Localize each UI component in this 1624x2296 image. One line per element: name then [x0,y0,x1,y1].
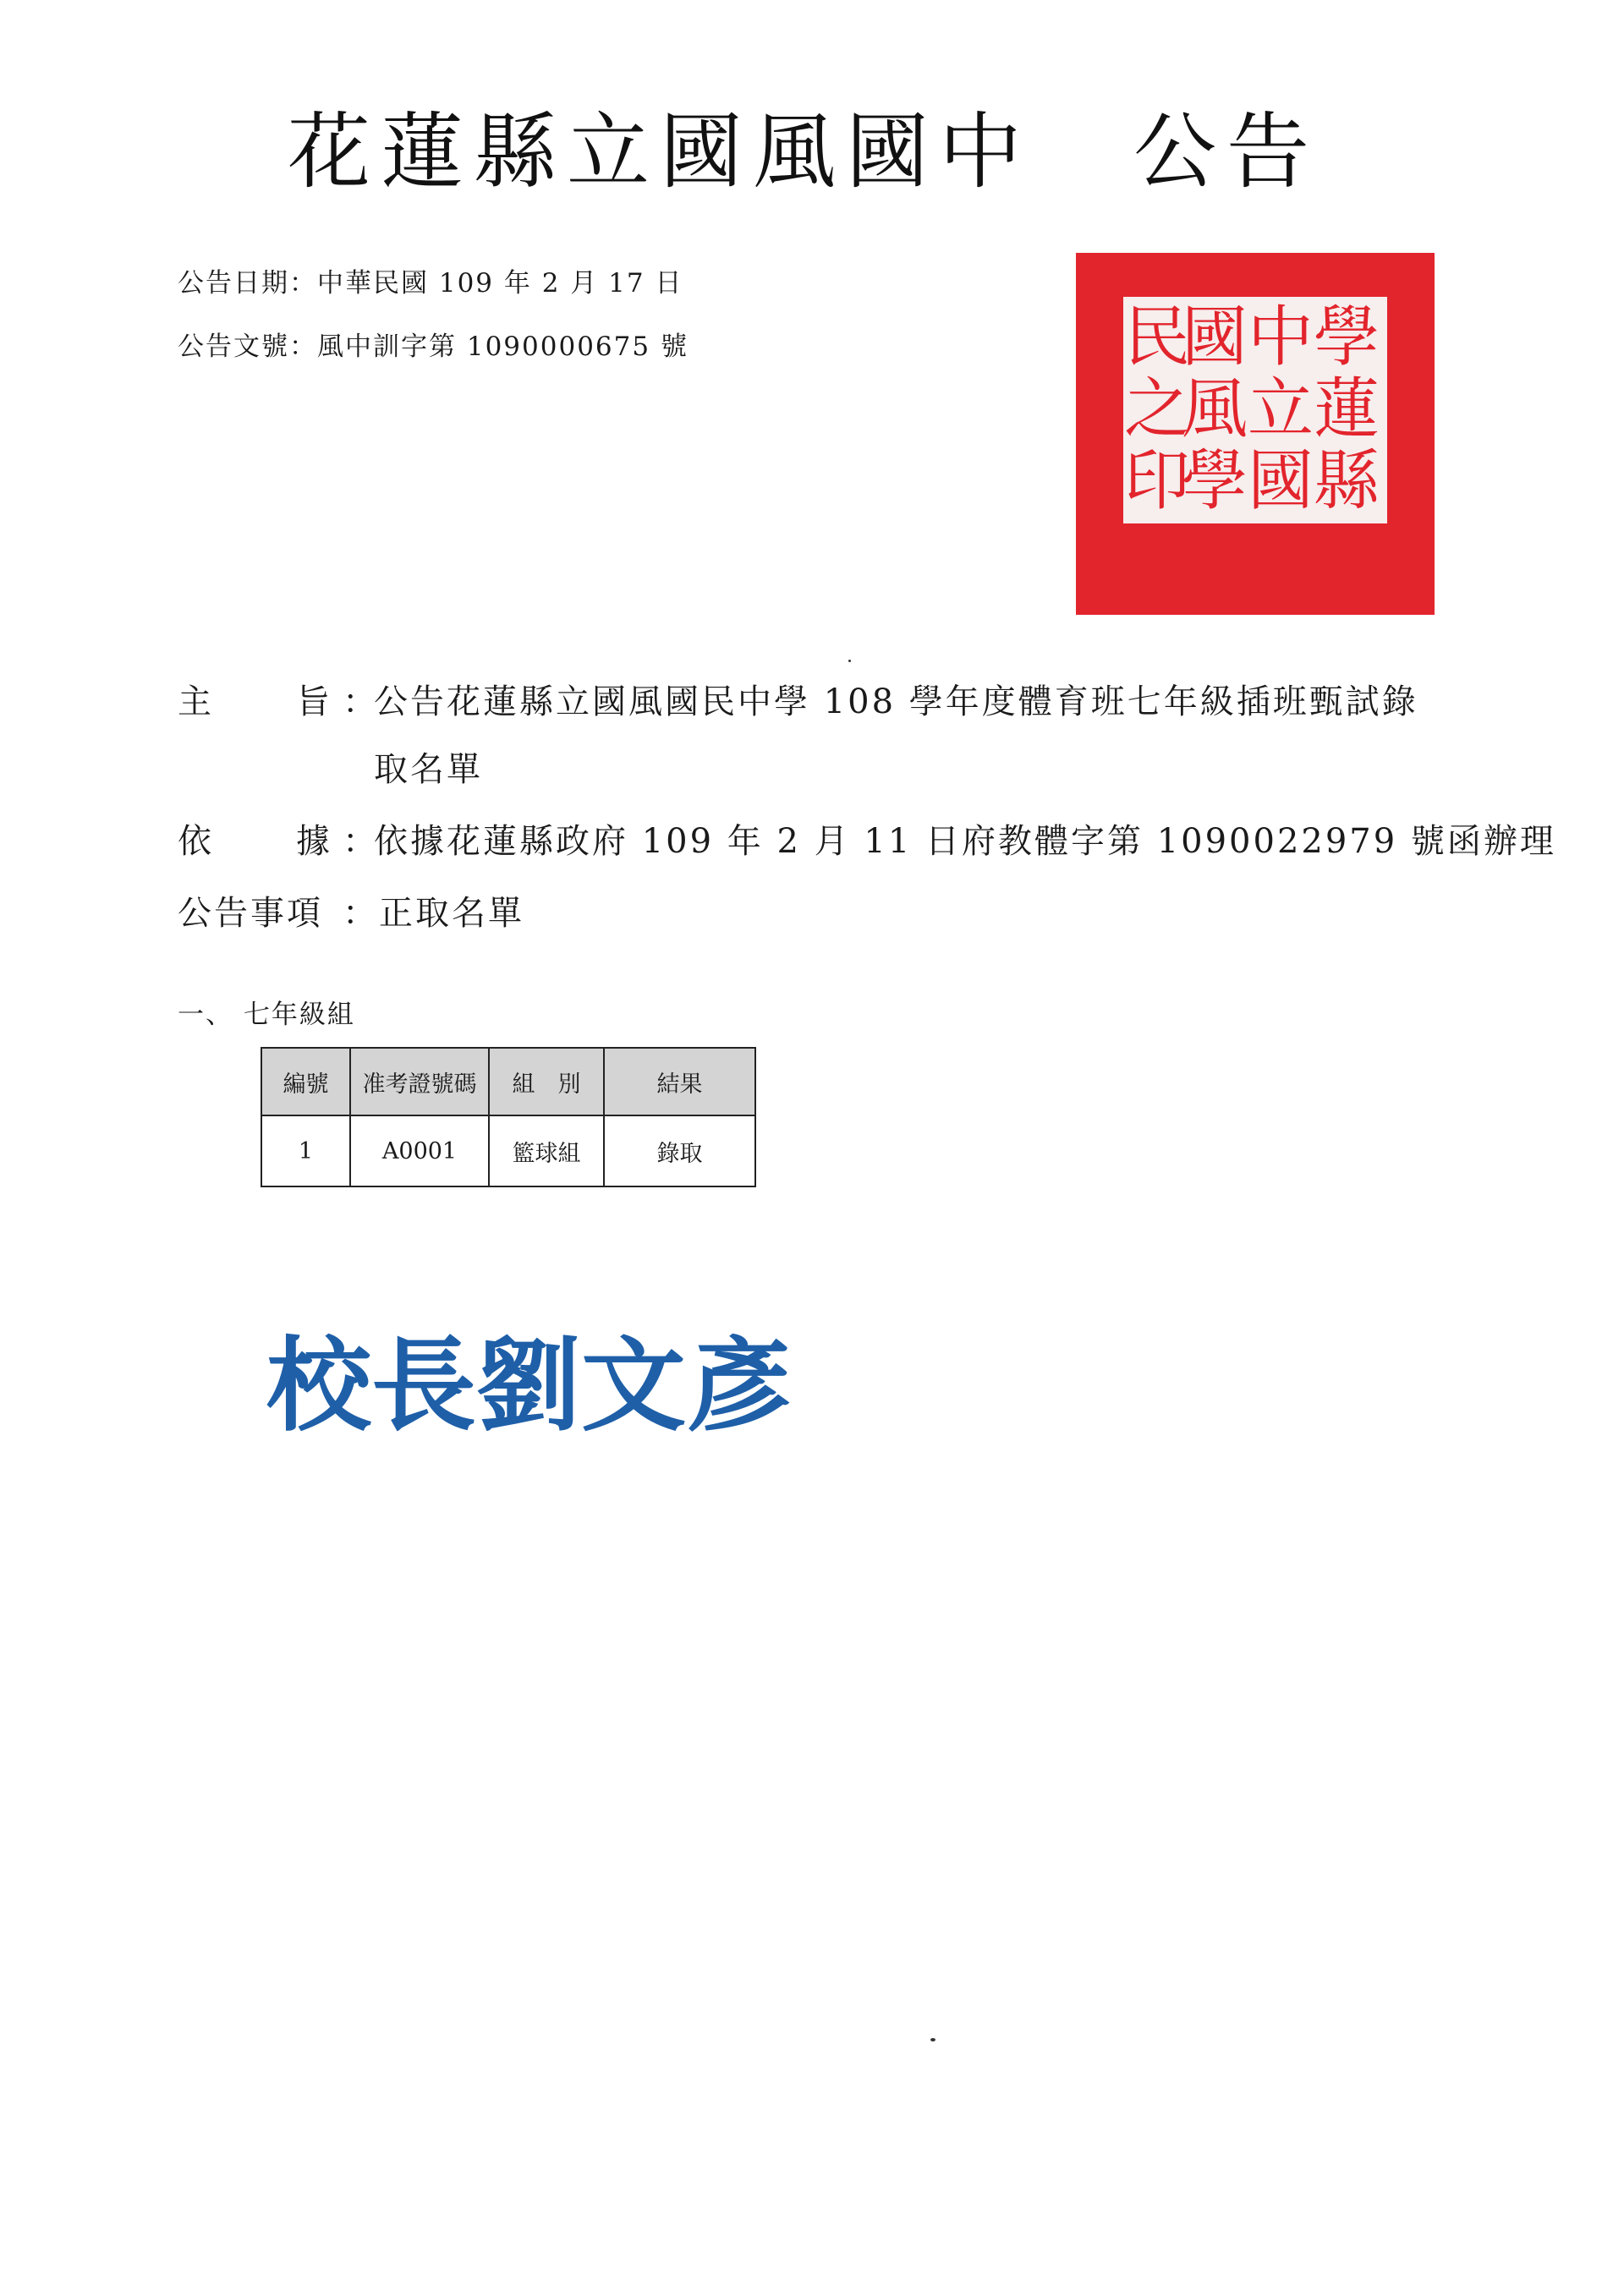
header-ticket-number: 准考證號碼 [350,1048,489,1115]
seal-char: 印 [1123,443,1191,519]
seal-char: 學 [1181,443,1248,519]
seal-char: 縣 [1313,443,1380,519]
subject-row [178,681,1497,791]
official-seal [1074,249,1438,617]
announcement-date: 公告日期：中華民國 109 年 2 月 17 日 [178,268,683,299]
seal-char: 民 [1123,299,1191,375]
basis-text: 依據花蓮縣政府 109 年 2 月 11 日府教體字第 1090022979 號函辦理 [374,822,1556,861]
subject-colon: ： [343,682,379,721]
subject-text-line2: 取名單 [374,750,483,789]
basis-colon: ： [343,822,379,861]
header-result: 結果 [604,1048,755,1115]
title-school-name: 花蓮縣立國風國中 [288,104,1033,200]
items-label: 公告事項 [178,894,323,933]
principal-signature-stamp [266,1294,808,1463]
header-number: 編號 [261,1048,350,1115]
seal-char: 之 [1123,371,1191,447]
seal-char: 學 [1313,299,1380,375]
seal-char: 國 [1247,443,1314,519]
cell-group: 籃球組 [489,1115,604,1186]
seal-char: 蓮 [1313,371,1380,447]
scan-speck [848,660,851,662]
cell-number: 1 [261,1115,350,1186]
basis-label: 依 據 [178,822,332,861]
title-suffix: 公告 [1133,104,1320,200]
seal-char: 風 [1181,371,1248,447]
announcement-number: 公告文號：風中訓字第 1090000675 號 [178,332,689,362]
table-header-row [261,1048,755,1115]
cell-result: 錄取 [604,1115,755,1186]
section-heading: 一、 七年級組 [178,1000,355,1030]
document-title [288,106,1404,199]
header-group: 組 別 [489,1048,604,1115]
svg-text:校長劉文彥: 校長劉文彥 [266,1326,791,1445]
seal-char: 立 [1247,371,1314,447]
subject-text-line1: 公告花蓮縣立國風國民中學 108 學年度體育班七年級插班甄試錄 [374,682,1418,721]
seal-char: 國 [1181,299,1248,375]
table-row [261,1115,755,1186]
seal-char: 中 [1247,299,1314,375]
items-text: ：正取名單 [343,894,524,933]
subject-label: 主 旨 [178,682,332,721]
items-row [178,892,1497,934]
cell-ticket-number: A0001 [350,1115,489,1186]
scan-speck [930,2038,935,2041]
results-table [261,1047,756,1187]
basis-row [178,820,1556,863]
